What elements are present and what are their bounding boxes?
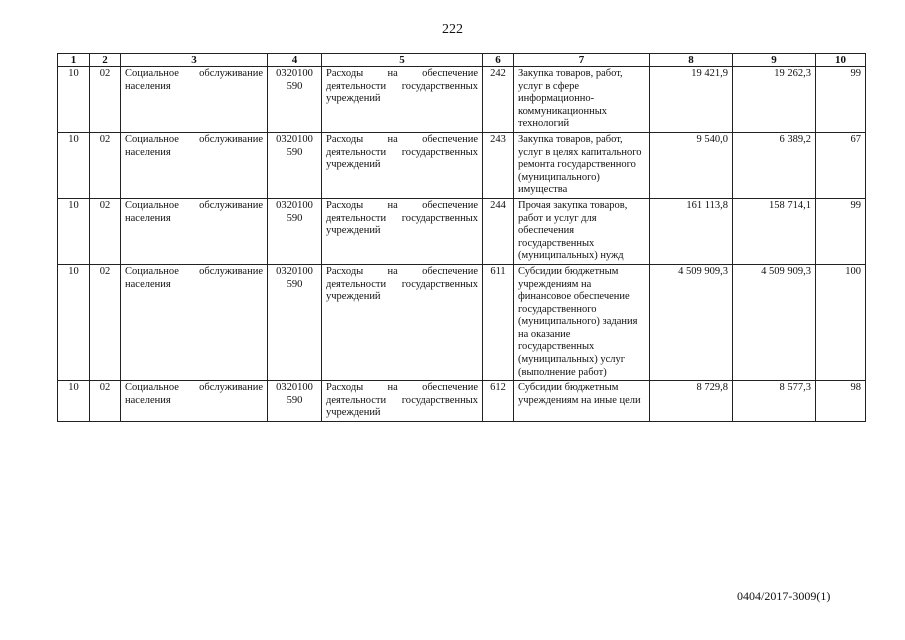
table-row [58, 264, 866, 380]
table-row [58, 381, 866, 422]
subsection-name: Социальное обслуживание населения [121, 67, 268, 133]
subsection-code: 02 [90, 198, 121, 264]
planned-amount: 4 509 909,3 [650, 264, 733, 380]
executed-amount: 6 389,2 [733, 132, 816, 198]
target-article-name: Расходы на обеспечение деятельности государственных учреждений [322, 264, 483, 380]
section-code: 10 [58, 67, 90, 133]
section-code: 10 [58, 132, 90, 198]
target-article-name: Расходы на обеспечение деятельности государственных учреждений [322, 381, 483, 422]
column-header: 1 [58, 54, 90, 67]
column-header: 5 [322, 54, 483, 67]
planned-amount: 19 421,9 [650, 67, 733, 133]
budget-table [57, 53, 866, 422]
target-article-name: Расходы на обеспечение деятельности государственных учреждений [322, 198, 483, 264]
execution-percent: 100 [816, 264, 866, 380]
column-header: 6 [483, 54, 514, 67]
subsection-name: Социальное обслуживание населения [121, 264, 268, 380]
subsection-name: Социальное обслуживание населения [121, 132, 268, 198]
section-code: 10 [58, 198, 90, 264]
target-article-code: 0320100 590 [268, 67, 322, 133]
section-code: 10 [58, 264, 90, 380]
subsection-code: 02 [90, 264, 121, 380]
execution-percent: 99 [816, 198, 866, 264]
column-header: 10 [816, 54, 866, 67]
target-article-name: Расходы на обеспечение деятельности государственных учреждений [322, 67, 483, 133]
target-article-code: 0320100 590 [268, 381, 322, 422]
section-code: 10 [58, 381, 90, 422]
expense-type-code: 242 [483, 67, 514, 133]
expense-type-name: Прочая закупка товаров, работ и услуг для обеспечения государственных (муниципальных) нужд [514, 198, 650, 264]
subsection-name: Социальное обслуживание населения [121, 381, 268, 422]
expense-type-code: 611 [483, 264, 514, 380]
table-row [58, 198, 866, 264]
expense-type-code: 244 [483, 198, 514, 264]
execution-percent: 99 [816, 67, 866, 133]
executed-amount: 158 714,1 [733, 198, 816, 264]
column-header: 9 [733, 54, 816, 67]
target-article-code: 0320100 590 [268, 132, 322, 198]
table-row [58, 67, 866, 133]
execution-percent: 67 [816, 132, 866, 198]
header-row [58, 54, 866, 67]
expense-type-name: Закупка товаров, работ, услуг в целях капитального ремонта государственного (муниципального) имущества [514, 132, 650, 198]
execution-percent: 98 [816, 381, 866, 422]
subsection-code: 02 [90, 381, 121, 422]
subsection-name: Социальное обслуживание населения [121, 198, 268, 264]
page-number: 222 [442, 22, 463, 37]
column-header: 7 [514, 54, 650, 67]
target-article-name: Расходы на обеспечение деятельности государственных учреждений [322, 132, 483, 198]
expense-type-name: Субсидии бюджетным учреждениям на финансовое обеспечение государственного (муниципального) задания на оказание государственных (муниципальных) услуг (выполнение работ) [514, 264, 650, 380]
target-article-code: 0320100 590 [268, 264, 322, 380]
column-header: 8 [650, 54, 733, 67]
executed-amount: 19 262,3 [733, 67, 816, 133]
expense-type-code: 243 [483, 132, 514, 198]
expense-type-code: 612 [483, 381, 514, 422]
subsection-code: 02 [90, 67, 121, 133]
document-code: 0404/2017-3009(1) [737, 589, 831, 603]
executed-amount: 4 509 909,3 [733, 264, 816, 380]
planned-amount: 161 113,8 [650, 198, 733, 264]
planned-amount: 8 729,8 [650, 381, 733, 422]
planned-amount: 9 540,0 [650, 132, 733, 198]
expense-type-name: Закупка товаров, работ, услуг в сфере информационно-коммуникационных технологий [514, 67, 650, 133]
executed-amount: 8 577,3 [733, 381, 816, 422]
column-header: 2 [90, 54, 121, 67]
table-row [58, 132, 866, 198]
column-header: 4 [268, 54, 322, 67]
subsection-code: 02 [90, 132, 121, 198]
target-article-code: 0320100 590 [268, 198, 322, 264]
expense-type-name: Субсидии бюджетным учреждениям на иные цели [514, 381, 650, 422]
column-header: 3 [121, 54, 268, 67]
